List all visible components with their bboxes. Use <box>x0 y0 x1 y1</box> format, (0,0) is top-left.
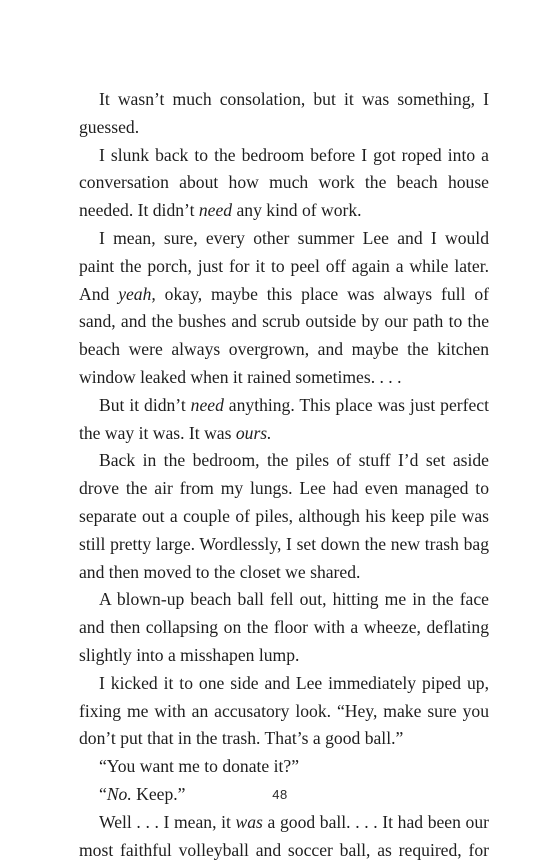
text-run: Back in the bedroom, the piles of stuff I’d set aside drove the air from my lungs. Lee had even managed to separate out a couple of piles, although his keep pile was still pretty large. Wordlessly, I set down the new trash bag and then moved to the closet we shared. <box>79 450 489 582</box>
paragraph <box>79 86 489 142</box>
text-run: “ <box>99 783 107 804</box>
page-number: 48 <box>272 787 288 802</box>
paragraph <box>79 753 489 781</box>
italic-text: need <box>198 200 233 221</box>
text-run: A blown-up beach ball fell out, hitting me in the face and then collapsing on the floor with a wheeze, deflating slightly into a misshapen lump. <box>79 589 489 665</box>
italic-text: ours. <box>235 422 272 443</box>
paragraph <box>79 586 489 669</box>
text-run: Well . . . I mean, it <box>99 811 236 832</box>
italic-text: No. <box>106 783 132 804</box>
paragraph <box>79 225 489 392</box>
text-run: “You want me to donate it?” <box>99 756 300 777</box>
text-run: But it didn’t <box>99 394 191 415</box>
text-run: any kind of work. <box>232 200 362 221</box>
text-run: It wasn’t much consolation, but it was something, I guessed. <box>79 89 489 137</box>
paragraph <box>79 670 489 753</box>
italic-text: need <box>190 394 224 415</box>
text-run: I kicked it to one side and Lee immediately piped up, fixing me with an accusatory look. “Hey, make sure you don’t put that in the trash. That’s a good ball.” <box>79 672 489 749</box>
italic-text: was <box>235 811 263 832</box>
paragraph <box>79 447 489 586</box>
text-run: a good ball. . . . It had been our most faithful volleyball and soccer ball, as required, for <box>79 811 489 860</box>
text-run: anything. This place was just perfect the way it was. It was <box>79 394 490 443</box>
text-run: I mean, sure, every other summer Lee and I would paint the porch, just for it to peel off again a while later. And <box>79 227 489 304</box>
paragraph <box>79 142 489 225</box>
text-run: Keep.” <box>131 783 186 804</box>
text-run: okay, maybe this place was always full of sand, and the bushes and scrub outside by our path to the beach were always overgrown, and maybe the kitchen window leaked when it rained sometimes. . . . <box>79 283 489 387</box>
paragraph <box>79 392 489 448</box>
text-run: I slunk back to the bedroom before I got roped into a conversation about how much work the beach house needed. It didn’t <box>79 144 489 221</box>
body-text <box>79 86 489 864</box>
italic-text: yeah, <box>118 283 156 304</box>
paragraph <box>79 809 489 864</box>
